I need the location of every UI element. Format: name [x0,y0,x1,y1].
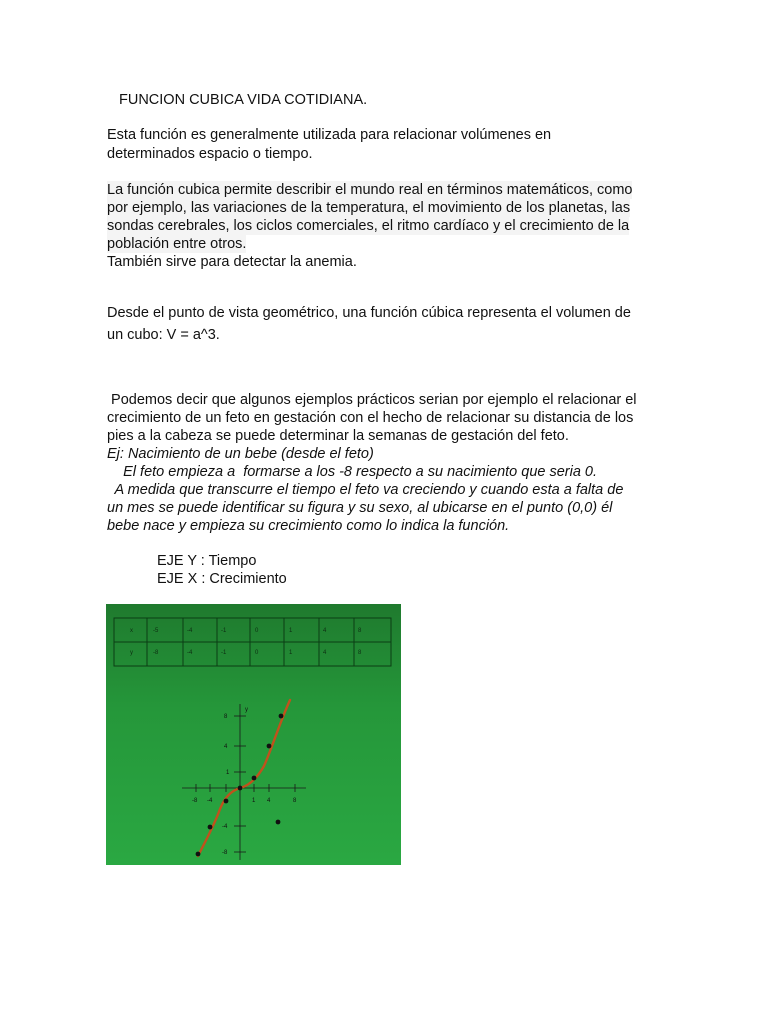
data-point [196,852,201,857]
table-cell-y-header: y [130,650,133,656]
paragraph-3-line-1: Desde el punto de vista geométrico, una función cúbica representa el volumen de [107,305,631,321]
data-point [238,786,243,791]
cubic-curve [198,700,290,856]
x-tick-label: -8 [192,798,198,804]
table-cell-y: 0 [255,650,259,656]
y-tick-label: 1 [226,770,230,776]
table-cell-x: -5 [153,628,159,634]
table-cell-x: -1 [221,628,227,634]
table-cell-y: 8 [358,650,362,656]
table-cell-y: -8 [153,650,159,656]
y-axis-label: y [245,707,248,713]
table-cell-x-header: x [130,628,133,634]
table-cell-y: -1 [221,650,227,656]
graph-axes [182,704,306,860]
table-cell-x: -4 [187,628,193,634]
example-line-2: El feto empieza a formarse a los -8 respecto a su nacimiento que seria 0. [107,464,598,480]
data-point [276,820,281,825]
y-tick-label: -4 [222,824,228,830]
data-point [267,744,272,749]
paragraph-2-line-3: sondas cerebrales, los ciclos comerciales, el ritmo cardíaco y el crecimiento de la [107,218,630,234]
table-cell-x: 4 [323,628,327,634]
figure-canvas [106,604,401,865]
table-cell-y: -4 [187,650,193,656]
data-point [279,714,284,719]
paragraph-4-line-2: crecimiento de un feto en gestación con el hecho de relacionar su distancia de los [107,410,634,426]
table-cell-x: 8 [358,628,362,634]
paragraph-2-line-5: También sirve para detectar la anemia. [107,254,357,270]
example-line-1: Ej: Nacimiento de un bebe (desde el feto) [107,446,374,462]
paragraph-1-line-2: determinados espacio o tiempo. [107,146,313,162]
x-tick-label: -4 [207,798,213,804]
paragraph-4-line-1: Podemos decir que algunos ejemplos prácticos serian por ejemplo el relacionar el [107,392,637,408]
data-point [208,825,213,830]
page-title: FUNCION CUBICA VIDA COTIDIANA. [119,92,368,108]
data-point [252,776,257,781]
table-cell-x: 0 [255,628,259,634]
paragraph-1-line-1: Esta función es generalmente utilizada para relacionar volúmenes en [107,127,552,143]
paragraph-2-line-2: por ejemplo, las variaciones de la temperatura, el movimiento de los planetas, las [107,200,631,216]
x-tick-label: 1 [252,798,256,804]
paragraph-2-line-4: población entre otros. [107,236,247,252]
example-line-4: un mes se puede identificar su figura y su sexo, al ubicarse en el punto (0,0) él [107,500,613,516]
y-tick-label: 8 [224,714,228,720]
example-line-3: A medida que transcurre el tiempo el feto va creciendo y cuando esta a falta de [107,482,624,498]
table-cell-y: 4 [323,650,327,656]
axis-x-definition: EJE X : Crecimiento [157,571,287,587]
table-cell-y: 1 [289,650,293,656]
values-table [114,618,391,666]
paragraph-3-line-2: un cubo: V = a^3. [107,327,220,343]
y-tick-label: 4 [224,744,228,750]
axis-y-definition: EJE Y : Tiempo [157,553,257,569]
x-tick-label: 4 [267,798,271,804]
example-line-5: bebe nace y empieza su crecimiento como lo indica la función. [107,518,510,534]
paragraph-4-line-3: pies a la cabeza se puede determinar la semanas de gestación del feto. [107,428,569,444]
table-cell-x: 1 [289,628,293,634]
cubic-function-figure [106,604,401,865]
y-tick-label: -8 [222,850,228,856]
x-tick-label: 8 [293,798,297,804]
data-point [224,799,229,804]
paragraph-2-line-1: La función cubica permite describir el mundo real en términos matemáticos, como [107,182,633,198]
